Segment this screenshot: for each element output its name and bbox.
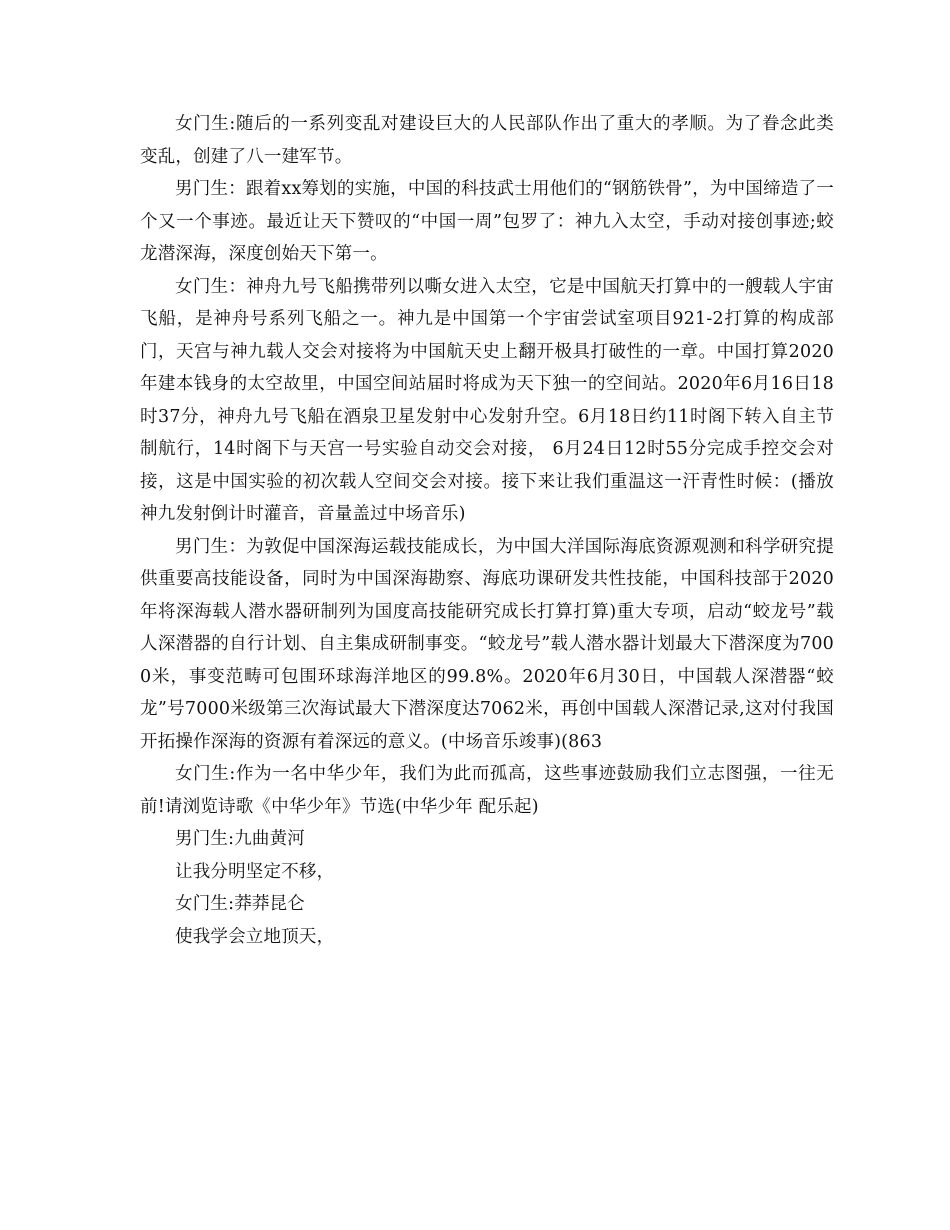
poem-line-2: 让我分明坚定不移， [175,861,335,882]
poem-line-1: 男门生:九曲黄河 [175,829,305,849]
paragraph-female-1: 女门生:随后的一系列变乱对建设巨大的人民部队作出了重大的孝顺。为了眷念此类变乱，创建了八一建军节。 [140,114,834,167]
paragraph-male-2: 男门生：为敦促中国深海运载技能成长，为中国大洋国际海底资源观测和科学研究提供重要高技能设备，同时为中国深海勘察、海底功课研发共性技能，中国科技部于2020年将深海载人潜水器研制列为国度高技能研究成长打算打算)重大专项，启动“蛟龙号”载人深潜器的自行计划、自主集成研制事变。“蛟龙号”载人潜水器计划最大下潜深度为7000米，事变范畴可包围环球海洋地区的99.8%。2020年6月30日，中国载人深潜器“蛟龙”号7000米级第三次海试最大下潜深度达7062米，再创中国载人深潜记录,这对付我国开拓操作深海的资源有着深远的意义。(中场音乐竣事)(863 [140,536,834,752]
paragraph-female-2: 女门生：神舟九号飞船携带列以嘶女进入太空，它是中国航天打算中的一艘载人宇宙飞船，是神舟号系列飞船之一。神九是中国第一个宇宙尝试室项目921-2打算的构成部门，天宫与神九载人交会对接将为中国航天史上翻开极具打破性的一章。中国打算2020年建本钱身的太空故里，中国空间站届时将成为天下独一的空间站。2020年6月16日18时37分，神舟九号飞船在酒泉卫星发射中心发射升空。6月18日约11时阁下转入自主节制航行，14时阁下与天宫一号实验自动交会对接， 6月24日12时55分完成手控交会对接，这是中国实验的初次载人空间交会对接。接下来让我们重温这一汗青性时候：(播放神九发射倒计时灌音，音量盖过中场音乐) [140,276,834,524]
poem-line-3: 女门生:莽莽昆仑 [175,894,305,914]
poem-line-4: 使我学会立地顶天， [175,926,335,947]
paragraph-female-3: 女门生:作为一名中华少年，我们为此而孤高，这些事迹鼓励我们立志图强，一往无前!请浏览诗歌《中华少年》节选(中华少年 配乐起) [140,764,834,817]
paragraph-male-1: 男门生：跟着xx筹划的实施，中国的科技武士用他们的“钢筋铁骨”，为中国缔造了一个又一个事迹。最近让天下赞叹的“中国一周”包罗了：神九入太空，手动对接创事迹;蛟龙潜深海，深度创始天下第一。 [140,179,834,264]
